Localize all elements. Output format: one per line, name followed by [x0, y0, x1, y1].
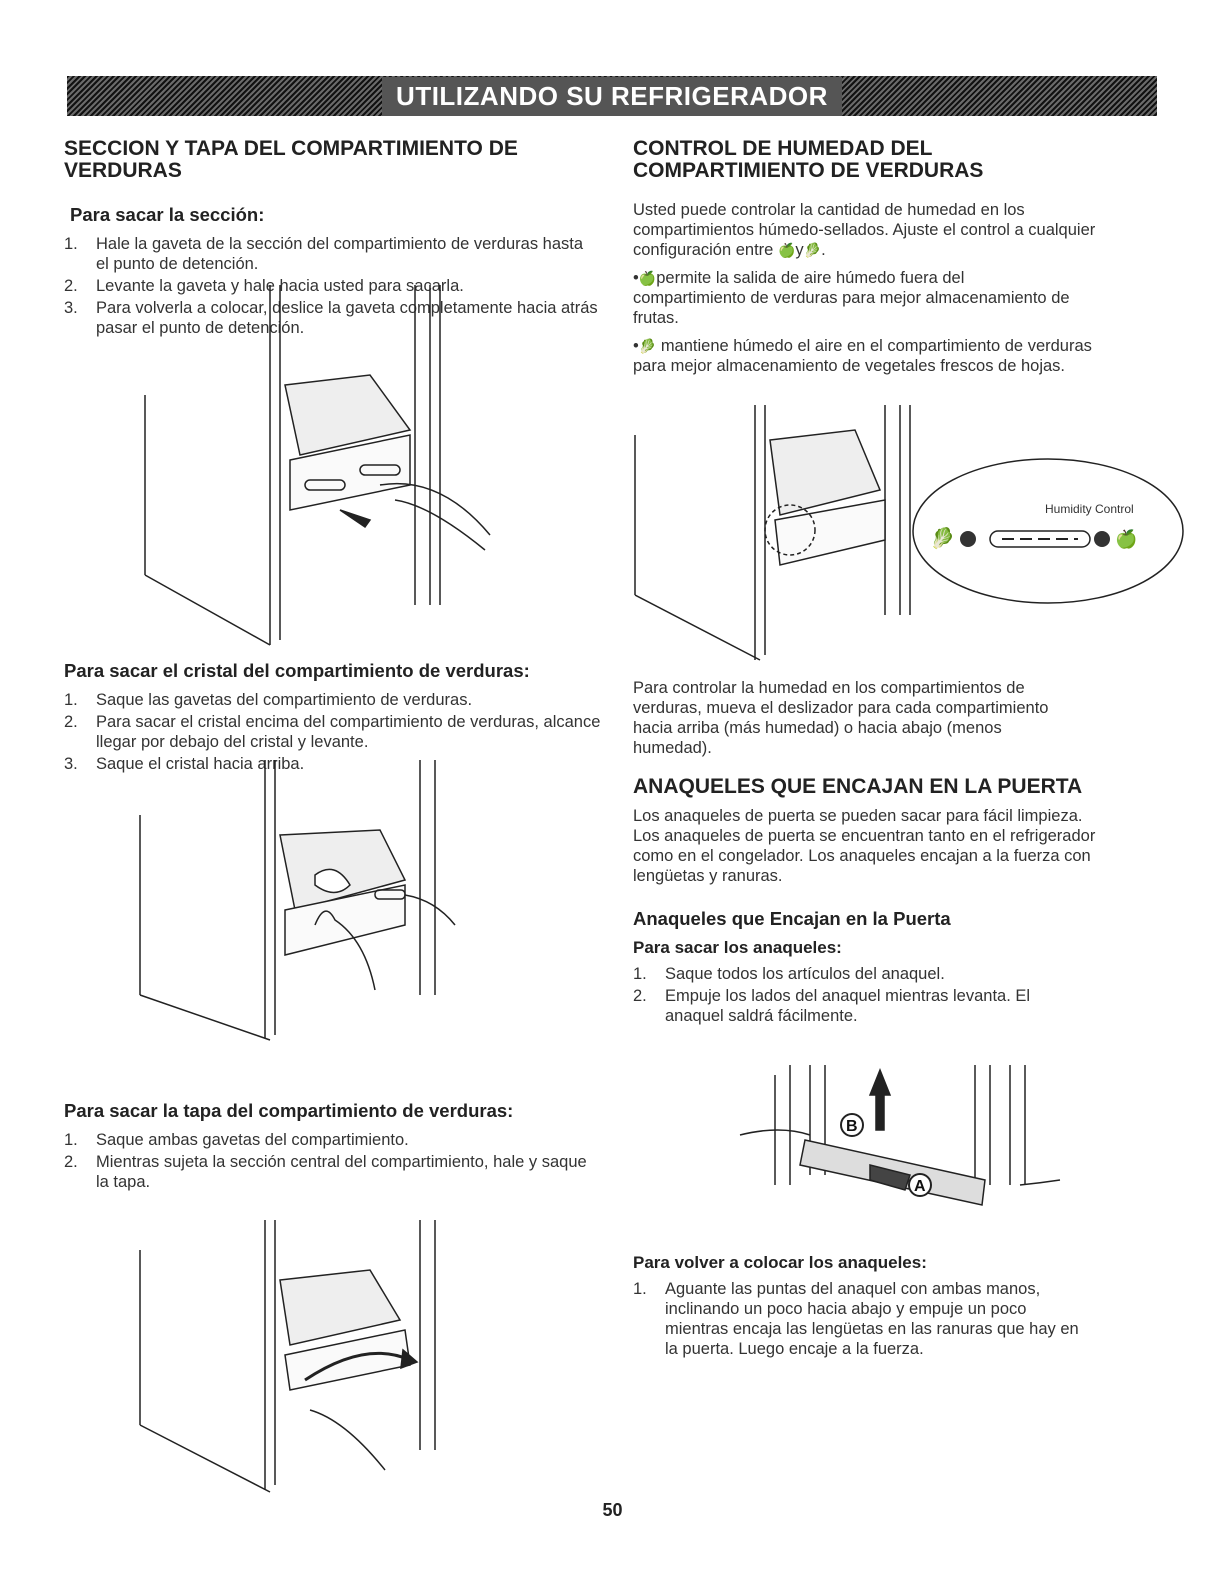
list-item: 1. Saque ambas gavetas del compartimiento. [64, 1131, 409, 1149]
list-item: 2. Empuje los lados del anaquel mientras levanta. El anaquel saldrá fácilmente. [633, 987, 1031, 1025]
list-item: 2. Mientras sujeta la sección central del compartimiento, hale y saque la tapa. [64, 1153, 587, 1191]
low-humidity-icon: 🍏 [777, 242, 796, 258]
shelves-subtitle: Anaqueles que Encajan en la Puerta [633, 908, 951, 929]
low-humidity-icon: 🍏 [1115, 529, 1138, 549]
list-item: 3. Saque el cristal hacia arriba. [64, 755, 305, 773]
remove-glass-title: Para sacar el cristal del compartimiento de verduras: [64, 660, 530, 681]
list-item: 1. Hale la gaveta de la sección del compartimiento de verduras hasta el punto de detención. [64, 235, 584, 273]
section-title-crisper: SECCION Y TAPA DEL COMPARTIMIENTO DE VERDURAS [64, 137, 518, 182]
list-item: 3. Para volverla a colocar, deslice la gaveta completamente hacia atrás pasar el punto de detención. [64, 299, 598, 337]
remove-glass-block [64, 660, 604, 776]
humidity-bullet-high: •🥬 mantiene húmedo el aire en el compartimiento de verduras para mejor almacenamiento de vegetales frescos de hojas. [633, 337, 1092, 375]
high-humidity-icon: 🥬 [930, 528, 955, 550]
remove-shelves-steps [633, 964, 1103, 1026]
page-number: 50 [602, 1500, 623, 1520]
right-column [633, 138, 1123, 376]
list-item: 2. Para sacar el cristal encima del compartimiento de verduras, alcance llegar por debajo del cristal y levante. [64, 713, 601, 751]
crisper-cover-illustration [135, 1220, 455, 1495]
label-b: B [846, 1118, 858, 1135]
high-humidity-icon: 🥬 [638, 338, 657, 354]
remove-section-title: Para sacar la sección: [70, 204, 265, 225]
humidity-bullet-low: •🍏permite la salida de aire húmedo fuera del compartimiento de verduras para mejor almacenamiento de frutas. [633, 269, 1070, 327]
humidity-control-label: Humidity Control [1045, 502, 1134, 516]
remove-cover-title: Para sacar la tapa del compartimiento de verduras: [64, 1100, 514, 1121]
humidity-intro: Usted puede controlar la cantidad de humedad en los compartimientos húmedo-sellados. Ajuste el control a cualquier configuración entre 🍏y🥬. [633, 201, 1096, 259]
section-title-shelves: ANAQUELES QUE ENCAJAN EN LA PUERTA [633, 775, 1083, 798]
label-a: A [914, 1178, 926, 1195]
list-item: 1. Aguante las puntas del anaquel con ambas manos, inclinando un poco hacia abajo y empuje un poco mientras encaja las lengüetas en las ranuras que hay en la puerta. Luego encaje a la fuerza. [633, 1280, 1079, 1358]
list-item: 1. Saque las gavetas del compartimiento de verduras. [64, 691, 473, 709]
remove-cover-block [64, 1100, 604, 1194]
low-humidity-icon: 🍏 [638, 270, 657, 286]
crisper-glass-illustration [135, 760, 465, 1045]
list-item: 1. Saque todos los artículos del anaquel. [633, 965, 945, 983]
section-title-humidity: CONTROL DE HUMEDAD DEL COMPARTIMIENTO DE VERDURAS [633, 137, 984, 182]
humidity-after-block [633, 678, 1123, 1028]
page-banner [67, 76, 1157, 116]
replace-shelves-steps [633, 1279, 1093, 1359]
humidity-after-text: Para controlar la humedad en los compartimientos de verduras, mueva el deslizador para cada compartimiento hacia arriba (más humedad) o hacia abajo (menos humedad). [633, 679, 1049, 757]
replace-shelves-title: Para volver a colocar los anaqueles: [633, 1253, 927, 1272]
list-item: 2. Levante la gaveta y hale hacia usted para sacarla. [64, 277, 464, 295]
high-humidity-icon: 🥬 [803, 242, 822, 258]
banner-title: UTILIZANDO SU REFRIGERADOR [382, 77, 842, 116]
humidity-control-illustration [630, 405, 1190, 665]
replace-shelves-block [633, 1253, 1123, 1361]
shelves-intro: Los anaqueles de puerta se pueden sacar para fácil limpieza. Los anaqueles de puerta se encuentran tanto en el refrigerador como en el congelador. Los anaqueles encajan a la fuerza con lengüetas y ranuras. [633, 807, 1096, 885]
door-shelf-illustration [720, 1065, 1070, 1225]
remove-shelves-title: Para sacar los anaqueles: [633, 938, 842, 957]
crisper-drawer-illustration [140, 285, 510, 650]
remove-cover-steps [64, 1130, 604, 1192]
